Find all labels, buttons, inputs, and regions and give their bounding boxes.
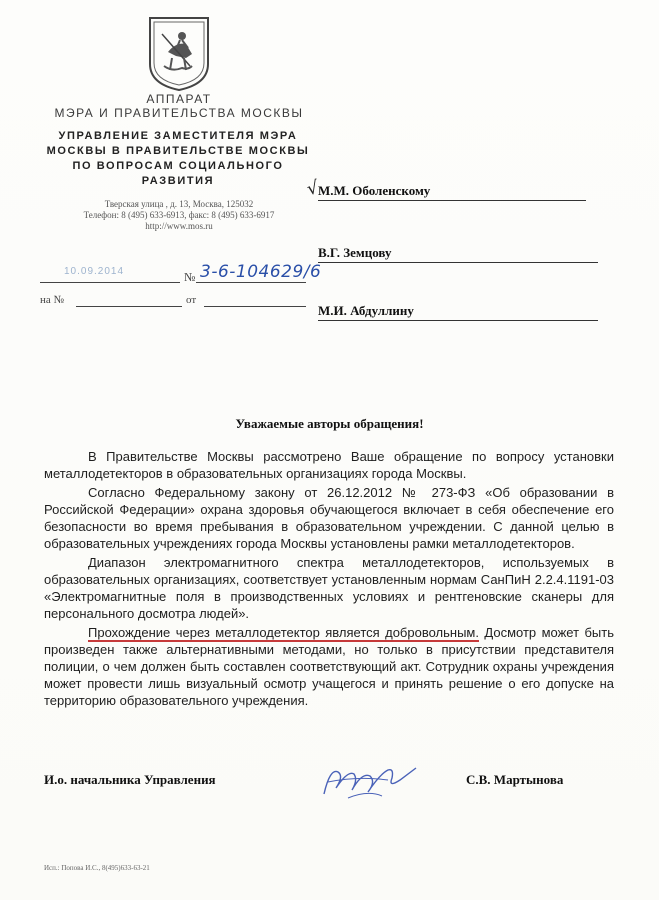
recipient-3-underline — [318, 320, 598, 321]
recipient-3: М.И. Абдуллину — [318, 303, 414, 318]
letter-body — [44, 448, 614, 711]
recipient-2-underline — [318, 262, 598, 263]
registration-number: 3-6-104629/6 — [200, 262, 322, 282]
registration-date: 10.09.2014 — [64, 266, 125, 277]
department-name: УПРАВЛЕНИЕ ЗАМЕСТИТЕЛЯ МЭРА МОСКВЫ В ПРАВИТЕЛЬСТВЕ МОСКВЫ ПО ВОПРОСАМ СОЦИАЛЬНОГО РАЗВИТИЯ — [46, 130, 310, 187]
executor-note: Исп.: Попова И.С., 8(495)633-63-21 — [44, 864, 150, 872]
paragraph-4 — [44, 624, 614, 709]
ref-underline — [76, 306, 182, 307]
number-label: № — [184, 270, 196, 284]
paragraph-3: Диапазон электромагнитного спектра металлодетекторов, используемых в образовательных организациях, соответствует установленным нормам СанПиН 2.2.4.1191-03 «Электромагнитные поля в производственных условиях и рентгеновские сканеры для персонального досмотра людей». — [44, 555, 614, 621]
ref-label: на № — [40, 294, 65, 306]
handwritten-signature-icon — [318, 758, 422, 804]
org-website: http://www.mos.ru — [145, 221, 213, 231]
signer-title: И.о. начальника Управления — [44, 772, 216, 787]
recipient-1: М.М. Оболенскому — [318, 183, 431, 198]
moscow-coat-of-arms-icon — [146, 14, 212, 92]
from-underline — [204, 306, 306, 307]
recipient-2: В.Г. Земцову — [318, 245, 392, 260]
org-contacts — [48, 199, 310, 232]
number-underline — [196, 282, 306, 283]
paragraph-4-rest: Досмотр может быть произведен также альтернативными методами, но только в присутствии представителя полиции, о чем должен быть составлен соответствующий акт. Сотрудник охраны учреждения может провести лишь визуальный осмотр учащегося и принять решение о его допуске на территорию образовательного учреждения. — [44, 625, 614, 708]
org-phone: Телефон: 8 (495) 633-6913, факс: 8 (495) 633-6917 — [83, 210, 275, 220]
salutation: Уважаемые авторы обращения! — [235, 416, 424, 431]
org-address: Тверская улица , д. 13, Москва, 125032 — [104, 199, 254, 209]
signer-name: С.В. Мартынова — [466, 772, 564, 787]
from-label: от — [186, 294, 197, 306]
paragraph-1: В Правительстве Москвы рассмотрено Ваше обращение по вопросу установки металлодетекторов в образовательных организациях города Москвы. — [44, 449, 614, 481]
highlighted-sentence: Прохождение через металлодетектор является добровольным. — [88, 625, 479, 640]
checkmark-icon: √ — [304, 177, 321, 200]
paragraph-2: Согласно Федеральному закону от 26.12.2012 № 273-ФЗ «Об образовании в Российской Федерации» охрана здоровья обучающегося включает в себя обеспечение его безопасности во время пребывания в образовательном учреждении. С данной целью в образовательных учреждениях города Москвы установлены рамки металлодетекторов. — [44, 485, 614, 551]
recipient-1-underline — [318, 200, 586, 201]
date-underline — [40, 282, 180, 283]
org-name: АППАРАТ МЭРА И ПРАВИТЕЛЬСТВА МОСКВЫ — [54, 92, 304, 120]
